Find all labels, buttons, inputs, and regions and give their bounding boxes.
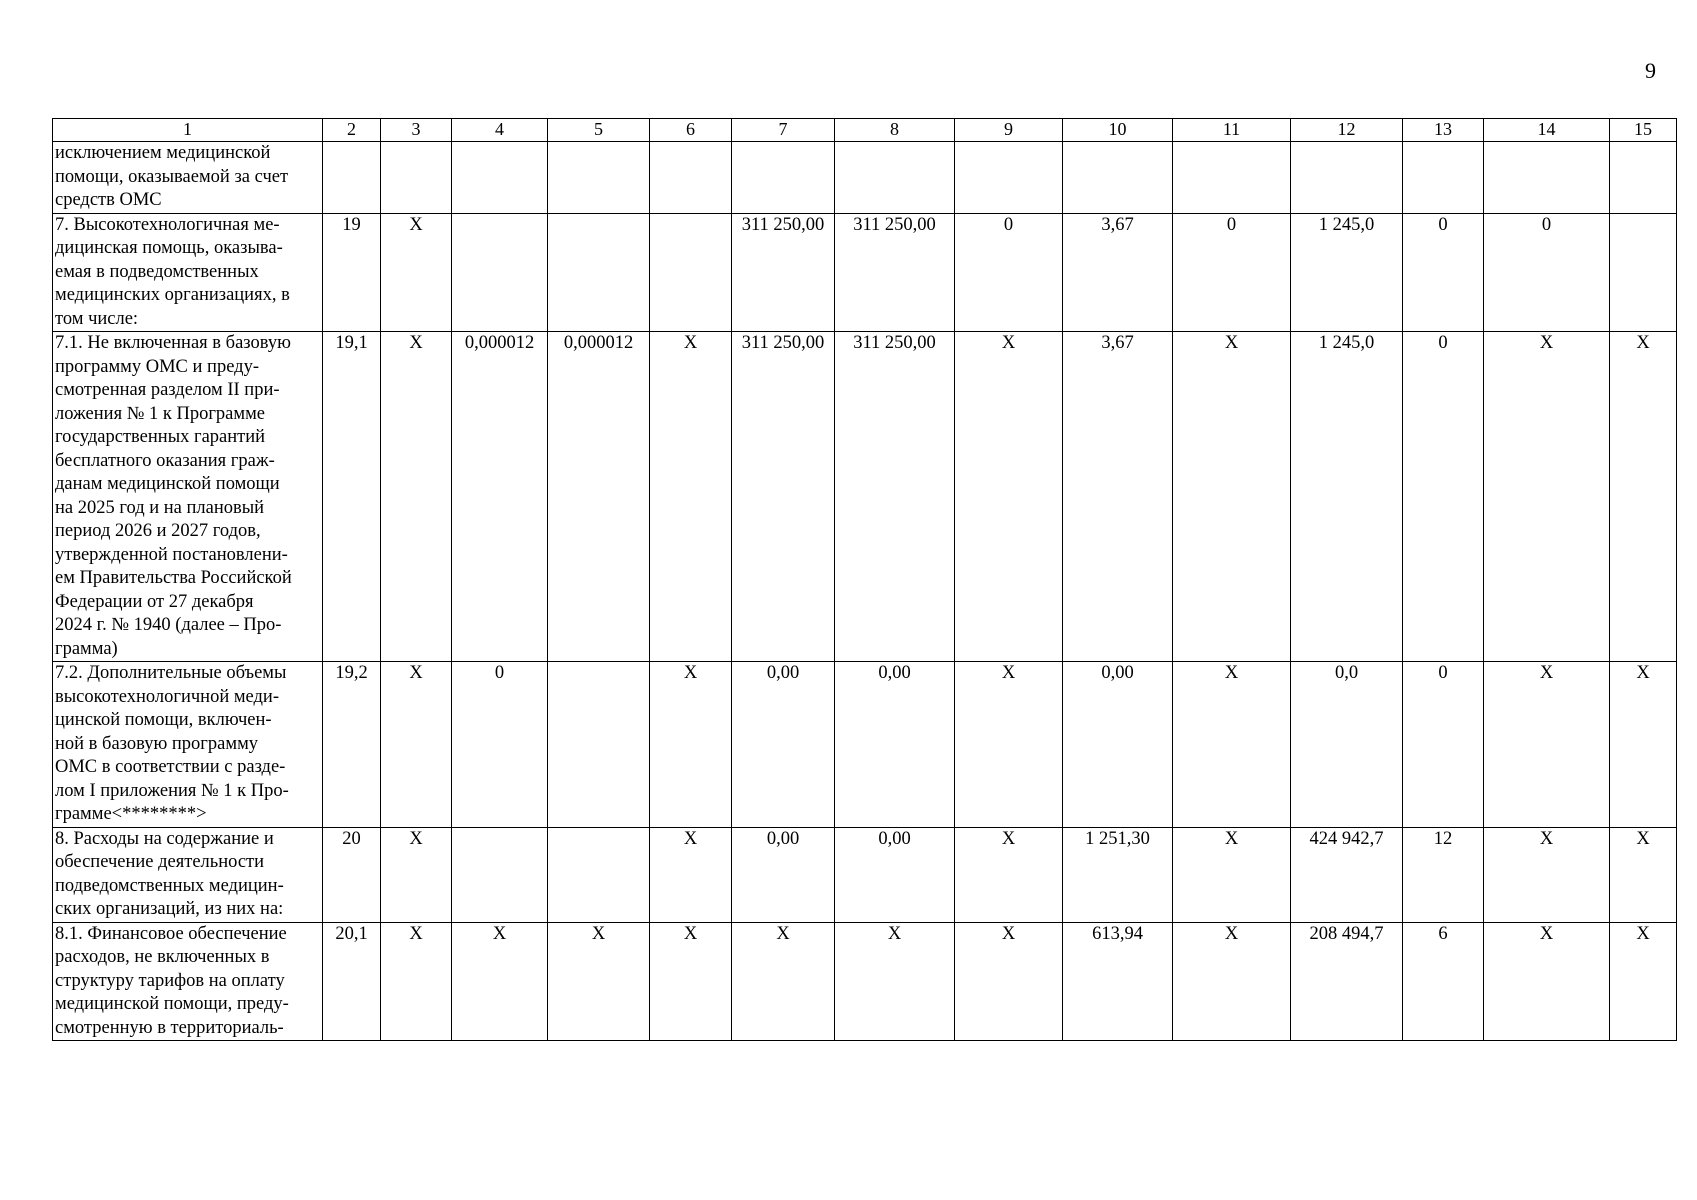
row-description: 7. Высокотехнологичная ме- дицинская помощь, оказыва- емая в подведомственных медицинских организациях, в том числе: — [53, 213, 323, 332]
table-cell-col-12: 424 942,7 — [1291, 827, 1403, 922]
table-cell-col-13: 0 — [1403, 332, 1484, 662]
table-cell-col-6: X — [650, 827, 732, 922]
table-cell-col-14: X — [1484, 332, 1610, 662]
column-header-1: 1 — [53, 119, 323, 142]
table-cell-col-6: X — [650, 332, 732, 662]
table-cell-col-14: X — [1484, 662, 1610, 828]
table-cell-col-2: 19 — [323, 213, 381, 332]
table-cell-col-8: 0,00 — [835, 827, 955, 922]
header-row — [53, 119, 1677, 142]
table-cell-col-12 — [1291, 142, 1403, 214]
table-cell-col-3: X — [381, 213, 452, 332]
table-cell-col-4 — [452, 827, 548, 922]
table-cell-col-2 — [323, 142, 381, 214]
table-cell-col-3: X — [381, 922, 452, 1041]
table-cell-col-12: 1 245,0 — [1291, 332, 1403, 662]
table-cell-col-14: X — [1484, 922, 1610, 1041]
table-cell-col-6 — [650, 142, 732, 214]
table-cell-col-5: 0,000012 — [548, 332, 650, 662]
table-cell-col-7: 311 250,00 — [732, 332, 835, 662]
column-header-14: 14 — [1484, 119, 1610, 142]
table-cell-col-11: 0 — [1173, 213, 1291, 332]
table-cell-col-11: X — [1173, 662, 1291, 828]
table-cell-col-9: X — [955, 827, 1063, 922]
table-cell-col-13 — [1403, 142, 1484, 214]
page-number: 9 — [1645, 58, 1656, 83]
table-row — [53, 213, 1677, 332]
table-cell-col-13: 0 — [1403, 213, 1484, 332]
column-header-6: 6 — [650, 119, 732, 142]
table-cell-col-14: X — [1484, 827, 1610, 922]
table-cell-col-2: 20,1 — [323, 922, 381, 1041]
table-cell-col-15: X — [1610, 332, 1677, 662]
row-description: исключением медицинской помощи, оказываемой за счет средств ОМС — [53, 142, 323, 214]
table-cell-col-2: 20 — [323, 827, 381, 922]
table-cell-col-8: 311 250,00 — [835, 332, 955, 662]
table-cell-col-10: 1 251,30 — [1063, 827, 1173, 922]
table-cell-col-4 — [452, 213, 548, 332]
table-cell-col-8: 311 250,00 — [835, 213, 955, 332]
table-cell-col-4: 0,000012 — [452, 332, 548, 662]
column-header-9: 9 — [955, 119, 1063, 142]
table-cell-col-7: 311 250,00 — [732, 213, 835, 332]
table-cell-col-5 — [548, 662, 650, 828]
table-cell-col-15: X — [1610, 922, 1677, 1041]
table-cell-col-13: 12 — [1403, 827, 1484, 922]
table-cell-col-3 — [381, 142, 452, 214]
table-cell-col-8 — [835, 142, 955, 214]
table-cell-col-10: 3,67 — [1063, 213, 1173, 332]
table-cell-col-9 — [955, 142, 1063, 214]
table-cell-col-5 — [548, 142, 650, 214]
table-cell-col-11: X — [1173, 922, 1291, 1041]
table-cell-col-10: 0,00 — [1063, 662, 1173, 828]
column-header-7: 7 — [732, 119, 835, 142]
table-cell-col-10: 3,67 — [1063, 332, 1173, 662]
column-header-15: 15 — [1610, 119, 1677, 142]
table-cell-col-5 — [548, 213, 650, 332]
table-cell-col-11: X — [1173, 332, 1291, 662]
table-cell-col-5 — [548, 827, 650, 922]
table-cell-col-7: 0,00 — [732, 827, 835, 922]
table-cell-col-10 — [1063, 142, 1173, 214]
table-cell-col-6: X — [650, 662, 732, 828]
table-cell-col-5: X — [548, 922, 650, 1041]
table-cell-col-12: 1 245,0 — [1291, 213, 1403, 332]
table-cell-col-9: 0 — [955, 213, 1063, 332]
column-header-2: 2 — [323, 119, 381, 142]
table-cell-col-4 — [452, 142, 548, 214]
table-cell-col-13: 0 — [1403, 662, 1484, 828]
table-cell-col-4: X — [452, 922, 548, 1041]
table-cell-col-4: 0 — [452, 662, 548, 828]
row-description: 7.2. Дополнительные объемы высокотехнологичной меди- цинской помощи, включен- ной в базовую программу ОМС в соответствии с разде- лом I приложения № 1 к Про- грамме<********> — [53, 662, 323, 828]
table-cell-col-11 — [1173, 142, 1291, 214]
table-cell-col-11: X — [1173, 827, 1291, 922]
table-cell-col-7: 0,00 — [732, 662, 835, 828]
row-description: 7.1. Не включенная в базовую программу ОМС и преду- смотренная разделом II при- ложения № 1 к Программе государственных гарантий бесплатного оказания граж- данам медицинской помощи на 2025 год и на плановый период 2026 и 2027 годов, утвержденной постановлени- ем Правительства Российской Федерации от 27 декабря 2024 г. № 1940 (далее – Про- грамма) — [53, 332, 323, 662]
row-description: 8.1. Финансовое обеспечение расходов, не включенных в структуру тарифов на оплату медицинской помощи, преду- смотренную в территориаль- — [53, 922, 323, 1041]
table-cell-col-15 — [1610, 213, 1677, 332]
column-header-4: 4 — [452, 119, 548, 142]
column-header-5: 5 — [548, 119, 650, 142]
column-header-10: 10 — [1063, 119, 1173, 142]
column-header-8: 8 — [835, 119, 955, 142]
table-cell-col-7: X — [732, 922, 835, 1041]
table-cell-col-3: X — [381, 827, 452, 922]
table-cell-col-8: 0,00 — [835, 662, 955, 828]
table-row — [53, 142, 1677, 214]
table-cell-col-13: 6 — [1403, 922, 1484, 1041]
table-cell-col-6: X — [650, 922, 732, 1041]
table-cell-col-6 — [650, 213, 732, 332]
table-cell-col-15: X — [1610, 662, 1677, 828]
table-cell-col-12: 208 494,7 — [1291, 922, 1403, 1041]
table-row — [53, 662, 1677, 828]
table-cell-col-2: 19,2 — [323, 662, 381, 828]
column-header-3: 3 — [381, 119, 452, 142]
table-cell-col-10: 613,94 — [1063, 922, 1173, 1041]
row-description: 8. Расходы на содержание и обеспечение деятельности подведомственных медицин- ских организаций, из них на: — [53, 827, 323, 922]
table-cell-col-14: 0 — [1484, 213, 1610, 332]
table-row — [53, 827, 1677, 922]
table-row — [53, 332, 1677, 662]
table-cell-col-15: X — [1610, 827, 1677, 922]
table-cell-col-2: 19,1 — [323, 332, 381, 662]
column-header-13: 13 — [1403, 119, 1484, 142]
table-row — [53, 922, 1677, 1041]
table-cell-col-3: X — [381, 662, 452, 828]
table-cell-col-3: X — [381, 332, 452, 662]
column-header-11: 11 — [1173, 119, 1291, 142]
table-cell-col-9: X — [955, 332, 1063, 662]
table-cell-col-8: X — [835, 922, 955, 1041]
table-cell-col-15 — [1610, 142, 1677, 214]
table-cell-col-9: X — [955, 662, 1063, 828]
table-cell-col-14 — [1484, 142, 1610, 214]
table-cell-col-9: X — [955, 922, 1063, 1041]
column-header-12: 12 — [1291, 119, 1403, 142]
table-cell-col-12: 0,0 — [1291, 662, 1403, 828]
table-cell-col-7 — [732, 142, 835, 214]
data-table — [52, 118, 1677, 1041]
